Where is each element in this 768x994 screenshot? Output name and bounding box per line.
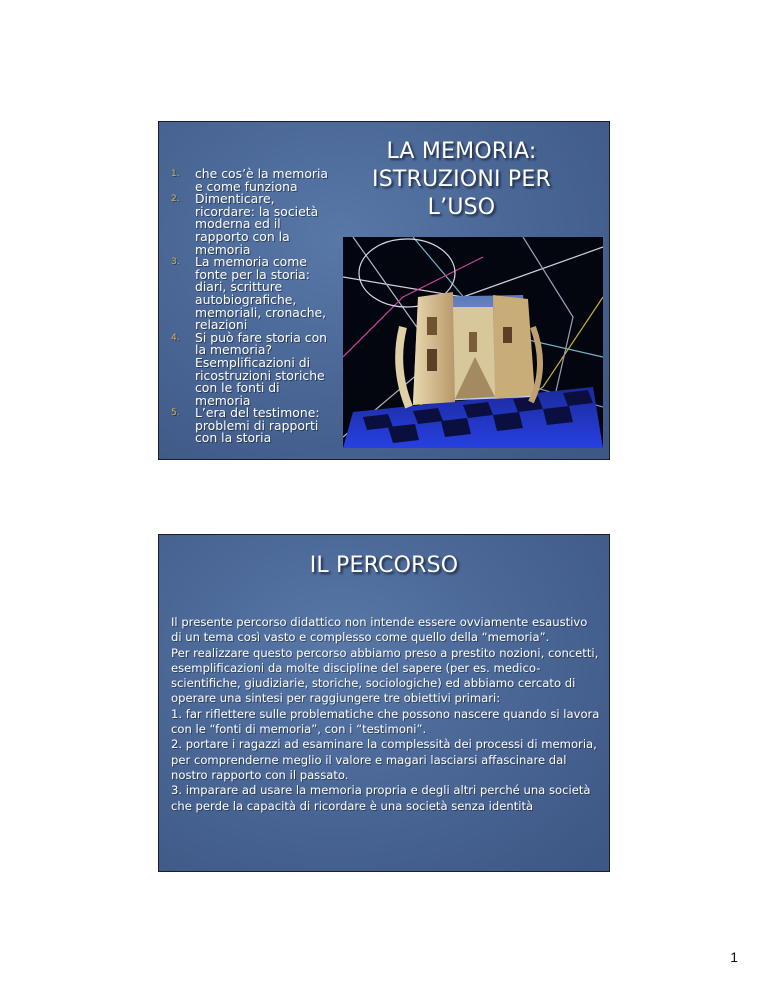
surreal-painting-image [343, 237, 603, 448]
slide-percorso [158, 534, 610, 872]
toc-item: 2. Dimenticare, ricordare: la società moderna ed il rapporto con la memoria [171, 193, 331, 256]
table-of-contents [171, 168, 331, 445]
paragraph: 3. imparare ad usare la memoria propria e degli altri perché una società che perde la capacità di ricordare è una società senza identità [171, 783, 591, 813]
toc-item-text: L’era del testimone: problemi di rapporti con la storia [195, 405, 320, 446]
toc-item-text: che cos’è la memoria e come funziona [195, 166, 329, 194]
slide-title: IL PERCORSO [309, 553, 459, 578]
paragraph: Il presente percorso didattico non intende essere ovviamente esaustivo di un tema così vasto e complesso come quello della “memoria”. [171, 615, 588, 645]
slide-memoria [158, 121, 610, 460]
paragraph: Per realizzare questo percorso abbiamo preso a prestito nozioni, concetti, esemplificazioni da molte discipline del sapere (per es. medico-scientifiche, giudiziarie, storiche, sociologiche) ed abbiamo cercato di operare una sintesi per raggiungere tre obiettivi primari: [171, 645, 599, 706]
toc-item-text: La memoria come fonte per la storia: diari, scritture autobiografiche, memoriali, cronache, relazioni [195, 254, 327, 333]
toc-item-text: Si può fare storia con la memoria? Esemplificazioni di ricostruzioni storiche con le fonti di memoria [195, 329, 328, 408]
toc-item: 3. La memoria come fonte per la storia: diari, scritture autobiografiche, memoriali, cronache, relazioni [171, 256, 331, 332]
toc-item: 5. L’era del testimone: problemi di rapporti con la storia [171, 407, 331, 445]
toc-item: 1. che cos’è la memoria e come funziona [171, 168, 331, 193]
toc-item: 4. Si può fare storia con la memoria? Esemplificazioni di ricostruzioni storiche con le fonti di memoria [171, 332, 331, 408]
painting-illustration [343, 237, 603, 448]
slide-body [171, 615, 601, 814]
paragraph: 1. far riflettere sulle problematiche che possono nascere quando si lavora con le “fonti di memoria”, con i “testimoni”. [171, 706, 600, 737]
toc-item-text: Dimenticare, ricordare: la società moderna ed il rapporto con la memoria [195, 191, 319, 257]
slide-title: LA MEMORIA: ISTRUZIONI PER L’USO [372, 139, 551, 220]
page-number: 1 [730, 949, 738, 965]
paragraph: 2. portare i ragazzi ad esaminare la complessità dei processi di memoria, per comprenderne meglio il valore e magari lasciarsi affascinare dal nostro rapporto con il passato. [171, 737, 597, 782]
